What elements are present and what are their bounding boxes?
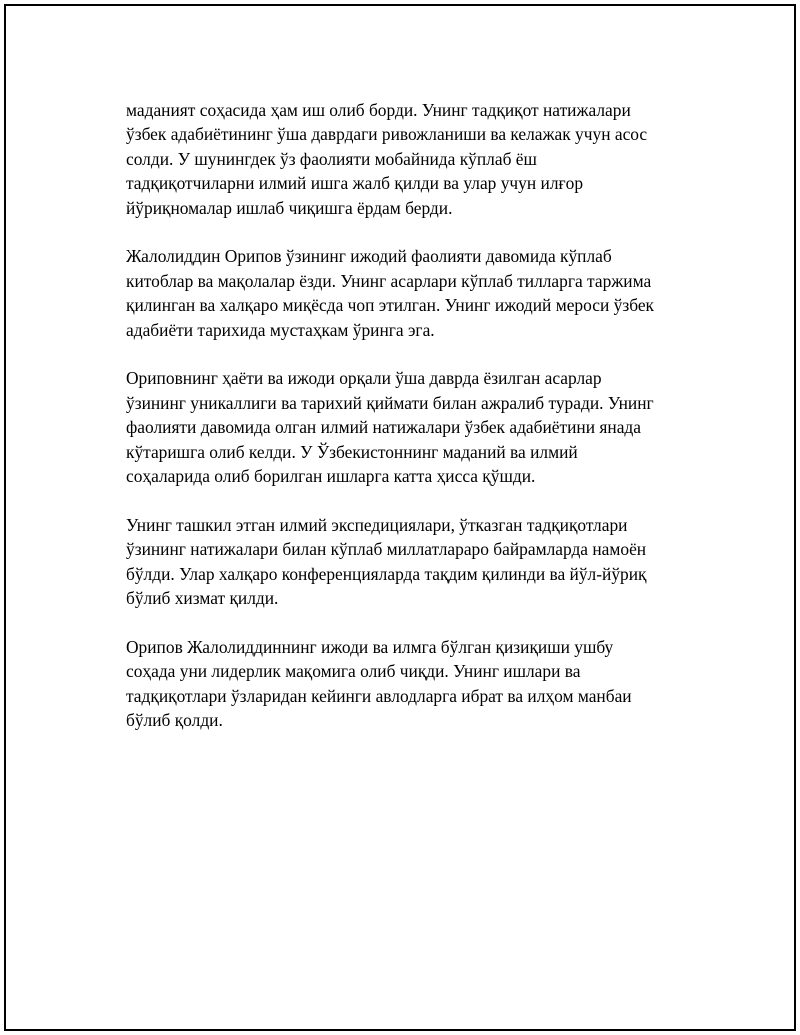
paragraph-1: [126, 98, 696, 220]
text-line: кўтаришга олиб келди. У Ўзбекистоннинг маданий ва илмий: [126, 441, 578, 462]
text-line: маданият соҳасида ҳам иш олиб борди. Унинг тадқиқот натижалари: [126, 100, 631, 120]
text-line: бўлди. Улар халқаро конференцияларда тақдим қилинди ва йўл-йўриқ: [126, 563, 647, 584]
text-line: соҳаларида олиб борилган ишларга катта ҳисса қўшди.: [126, 466, 536, 487]
text-line: ўзининг уникаллиги ва тарихий қиймати билан ажралиб туради. Унинг: [126, 392, 654, 413]
text-line: ўзининг натижалари билан кўплаб миллатлараро байрамларда намоён: [126, 539, 647, 560]
text-line: китоблар ва мақолалар ёзди. Унинг асарлари кўплаб тилларга таржима: [126, 270, 652, 291]
text-line: солди. У шунингдек ўз фаолияти мобайнида кўплаб ёш: [126, 148, 537, 169]
text-line: соҳада уни лидерлик мақомига олиб чиқди. Унинг ишлари ва: [126, 661, 581, 682]
paragraph-2: [126, 244, 696, 342]
page-frame: [4, 4, 796, 1031]
text-line: тадқиқотлари ўзларидан кейинги авлодларга ибрат ва илҳом манбаи: [126, 685, 632, 706]
text-line: йўриқномалар ишлаб чиқишга ёрдам берди.: [126, 197, 453, 218]
paragraph-3: [126, 366, 696, 488]
paragraph-4: [126, 513, 696, 611]
document-body: [126, 98, 696, 757]
text-line: Жалолиддин Орипов ўзининг ижодий фаолияти давомида кўплаб: [126, 246, 612, 267]
text-line: тадқиқотчиларни илмий ишга жалб қилди ва улар учун илғор: [126, 173, 584, 194]
text-line: бўлиб қолди.: [126, 710, 223, 731]
text-line: адабиёти тарихида мустаҳкам ўринга эга.: [126, 319, 435, 340]
text-line: Ориповнинг ҳаёти ва ижоди орқали ўша даврда ёзилган асарлар: [126, 368, 602, 389]
text-line: ўзбек адабиётининг ўша даврдаги ривожланиши ва келажак учун асос: [126, 124, 648, 145]
text-line: Орипов Жалолиддиннинг ижоди ва илмга бўлган қизиқиши ушбу: [126, 636, 614, 657]
text-line: бўлиб хизмат қилди.: [126, 588, 279, 609]
text-line: фаолияти давомида олган илмий натижалари ўзбек адабиётини янада: [126, 417, 641, 438]
paragraph-5: [126, 635, 696, 733]
text-line: қилинган ва халқаро миқёсда чоп этилган. Унинг ижодий мероси ўзбек: [126, 295, 654, 316]
text-line: Унинг ташкил этган илмий экспедициялари, ўтказган тадқиқотлари: [126, 514, 628, 535]
